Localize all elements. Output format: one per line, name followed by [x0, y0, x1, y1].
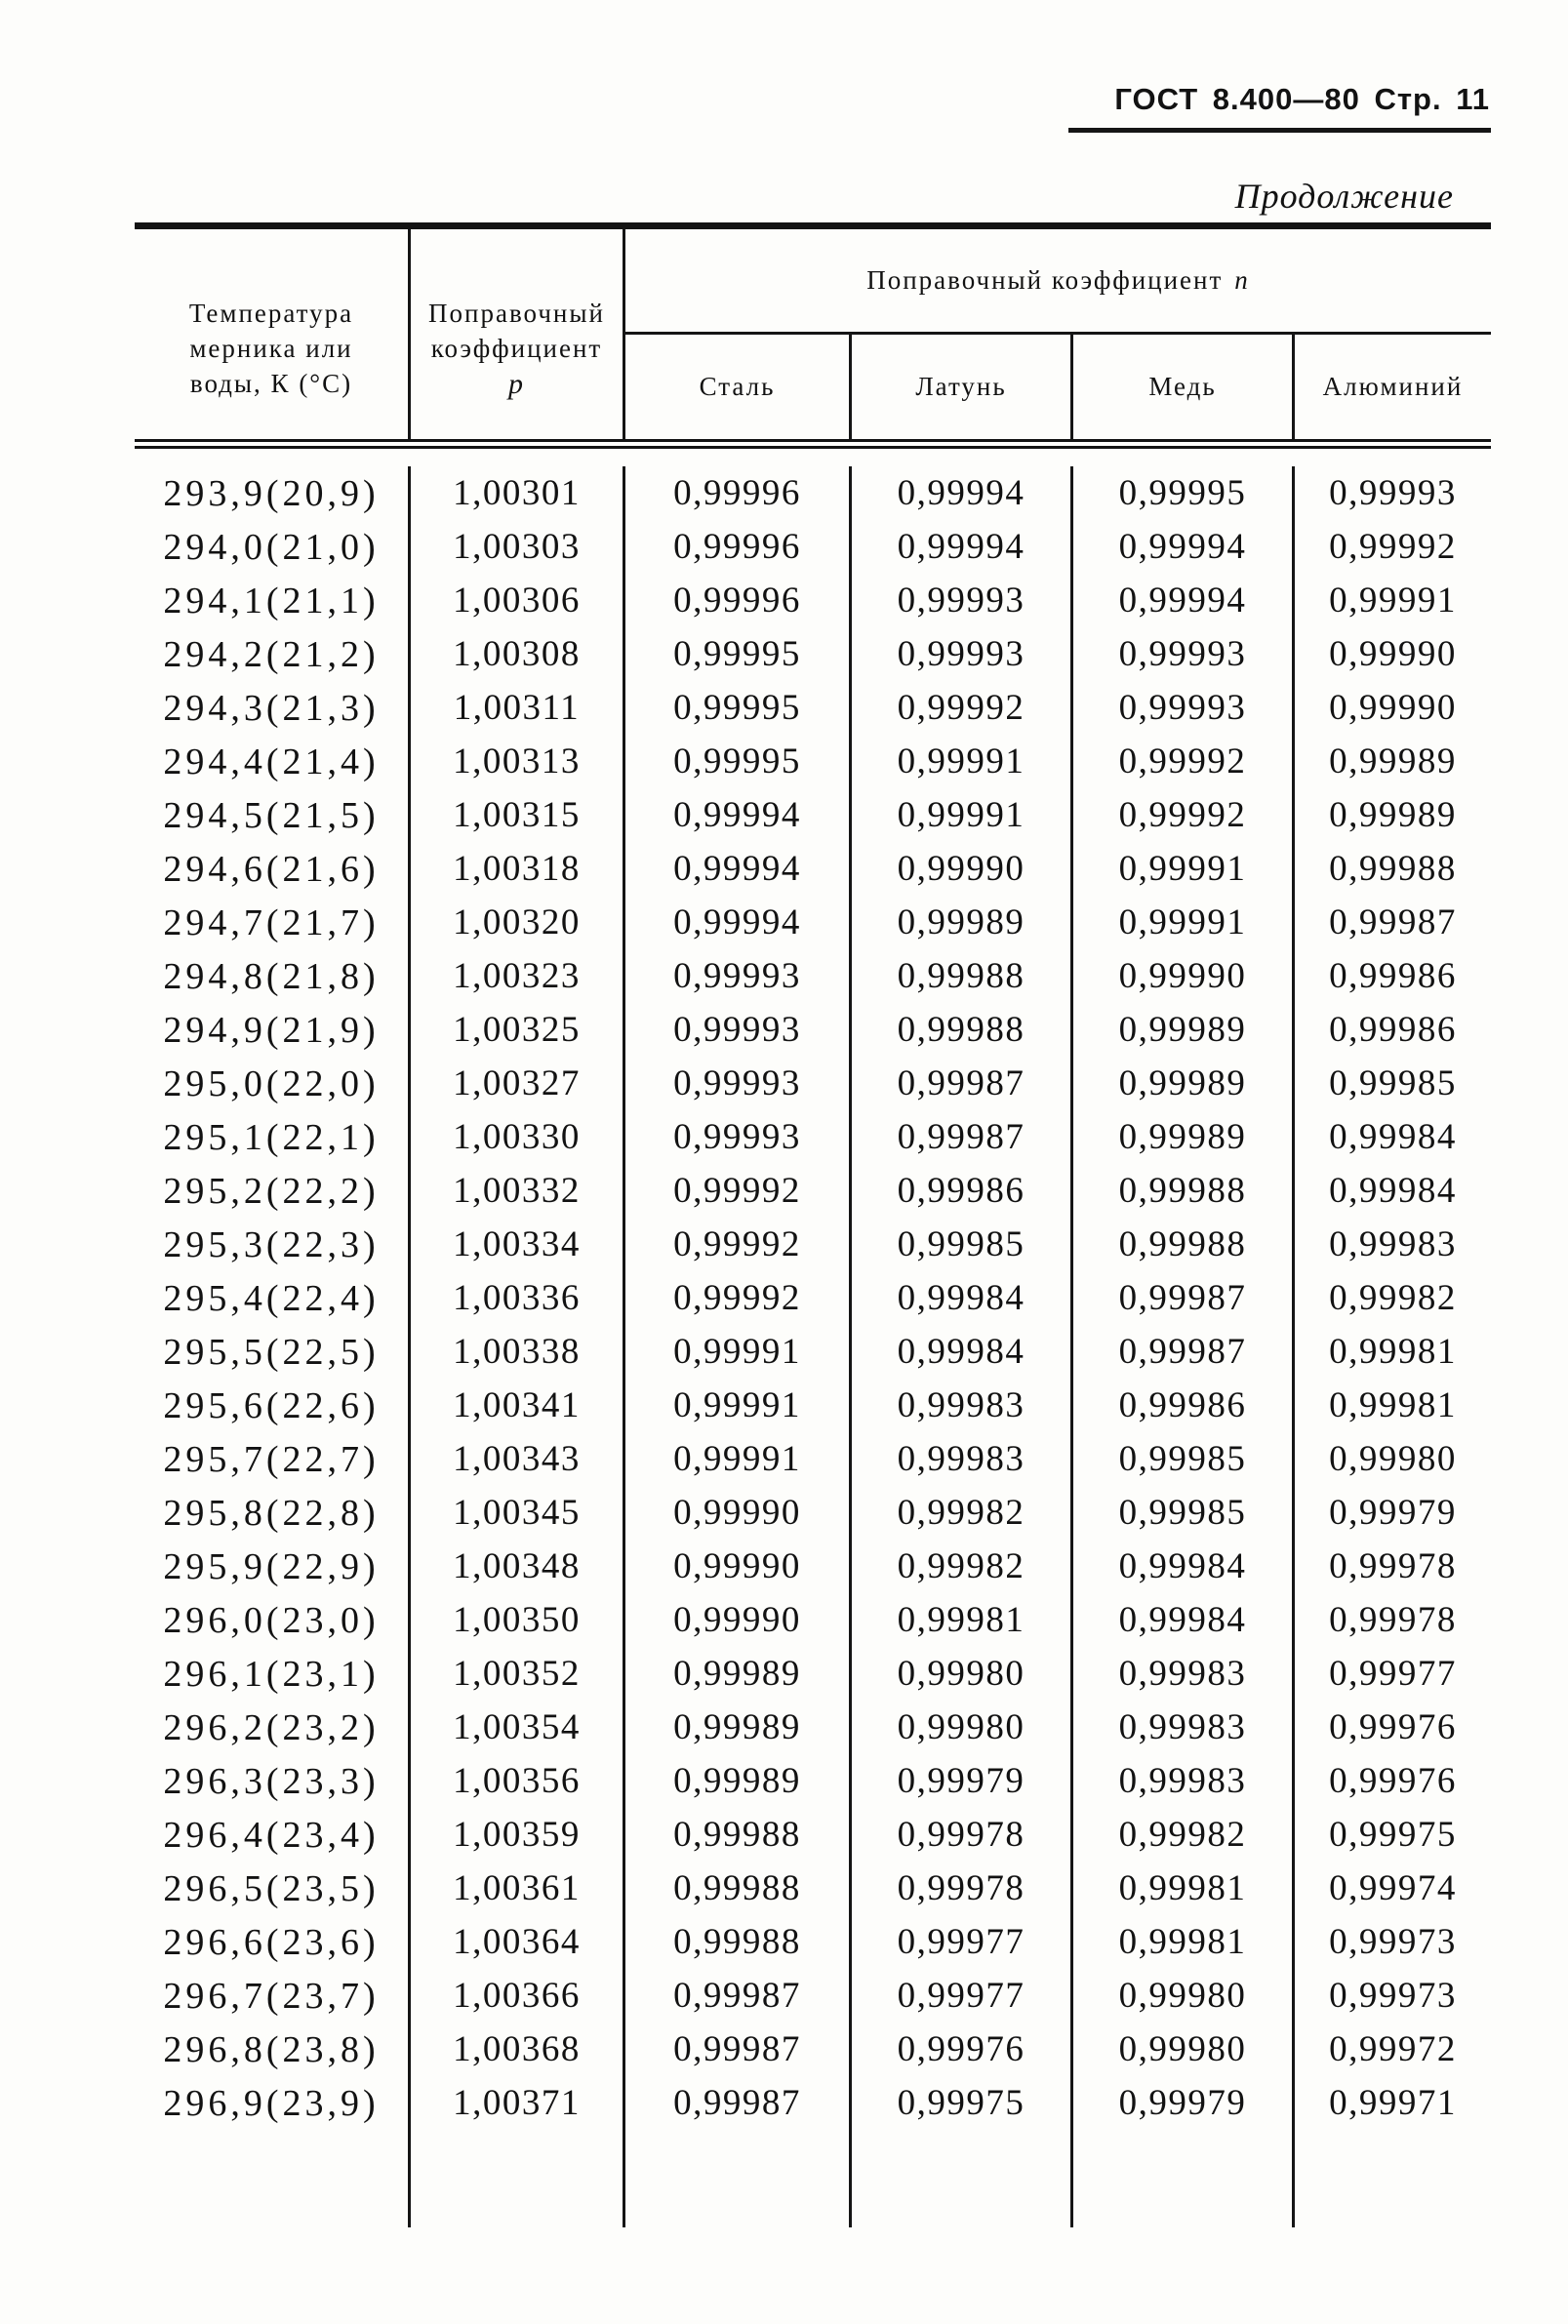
n-copper-cell: 0,99991	[1073, 842, 1295, 896]
n-copper-cell: 0,99984	[1073, 1593, 1295, 1647]
n-aluminum-cell: 0,99979	[1329, 1493, 1457, 1533]
n-steel-cell: 0,99991	[625, 1432, 852, 1486]
temperature-cell: 294,1(21,1)	[135, 574, 411, 627]
p-coefficient-cell: 1,00341	[411, 1379, 625, 1432]
n-aluminum-cell: 0,99971	[1329, 2083, 1457, 2123]
p-coefficient-column-header	[411, 229, 625, 439]
p-coefficient-cell: 1,00364	[411, 1915, 625, 1969]
n-steel-cell: 0,99993	[625, 949, 852, 1003]
n-aluminum-cell: 0,99990	[1329, 634, 1457, 674]
table-row	[135, 1969, 1491, 2023]
n-copper-cell: 0,99992	[1073, 735, 1295, 788]
temperature-cell: 294,6(21,6)	[135, 842, 411, 896]
correction-coefficients-table	[135, 222, 1491, 2227]
n-copper-cell: 0,99993	[1073, 681, 1295, 735]
n-coefficient-column-group	[625, 229, 1491, 439]
n-aluminum-cell: 0,99976	[1329, 1707, 1457, 1747]
p-coefficient-cell: 1,00352	[411, 1647, 625, 1701]
n-aluminum-cell: 0,99984	[1329, 1117, 1457, 1157]
n-aluminum-cell: 0,99982	[1329, 1278, 1457, 1318]
n-brass-cell: 0,99987	[852, 1057, 1073, 1110]
n-aluminum-cell: 0,99972	[1329, 2029, 1457, 2069]
p-coefficient-cell: 1,00361	[411, 1862, 625, 1915]
n-steel-cell: 0,99988	[625, 1808, 852, 1862]
p-coefficient-cell: 1,00330	[411, 1110, 625, 1164]
table-row	[135, 1325, 1491, 1379]
table-row	[135, 1379, 1491, 1432]
table-row	[135, 574, 1491, 627]
n-brass-cell: 0,99980	[852, 1647, 1073, 1701]
table-row	[135, 1808, 1491, 1862]
n-steel-cell: 0,99990	[625, 1540, 852, 1593]
n-steel-cell: 0,99988	[625, 1862, 852, 1915]
n-aluminum-cell: 0,99973	[1329, 1922, 1457, 1962]
n-copper-cell: 0,99990	[1073, 949, 1295, 1003]
table-row	[135, 1647, 1491, 1701]
n-aluminum-cell: 0,99980	[1329, 1439, 1457, 1479]
n-aluminum-cell: 0,99986	[1329, 1010, 1457, 1050]
table-row	[135, 1915, 1491, 1969]
subheader-copper: Медь	[1073, 335, 1295, 439]
p-coefficient-cell: 1,00343	[411, 1432, 625, 1486]
temperature-cell: 295,2(22,2)	[135, 1164, 411, 1218]
p-coefficient-cell: 1,00308	[411, 627, 625, 681]
n-steel-cell: 0,99993	[625, 1003, 852, 1057]
p-coefficient-cell: 1,00350	[411, 1593, 625, 1647]
n-brass-cell: 0,99977	[852, 1969, 1073, 2023]
p-coefficient-cell: 1,00318	[411, 842, 625, 896]
temperature-cell: 296,0(23,0)	[135, 1593, 411, 1647]
n-steel-cell: 0,99989	[625, 1754, 852, 1808]
subheader-steel: Сталь	[625, 335, 852, 439]
n-brass-cell: 0,99991	[852, 788, 1073, 842]
n-copper-cell: 0,99985	[1073, 1486, 1295, 1540]
running-head	[1041, 82, 1490, 117]
n-copper-cell: 0,99995	[1073, 466, 1295, 520]
n-copper-cell: 0,99985	[1073, 1432, 1295, 1486]
n-aluminum-cell: 0,99990	[1329, 688, 1457, 728]
n-aluminum-cell: 0,99981	[1329, 1385, 1457, 1425]
n-aluminum-cell: 0,99992	[1329, 527, 1457, 567]
table-row	[135, 735, 1491, 788]
n-brass-cell: 0,99994	[852, 520, 1073, 574]
n-aluminum-cell: 0,99993	[1329, 473, 1457, 513]
table-row	[135, 1486, 1491, 1540]
temperature-cell: 295,8(22,8)	[135, 1486, 411, 1540]
n-brass-cell: 0,99983	[852, 1432, 1073, 1486]
n-steel-cell: 0,99992	[625, 1218, 852, 1271]
temperature-header-line: воды, К (°С)	[189, 369, 353, 398]
doc-ref: ГОСТ 8.400—80	[1114, 82, 1360, 116]
table-row	[135, 2076, 1491, 2130]
temperature-cell: 296,7(23,7)	[135, 1969, 411, 2023]
n-steel-cell: 0,99990	[625, 1486, 852, 1540]
n-steel-cell: 0,99992	[625, 1164, 852, 1218]
n-copper-cell: 0,99989	[1073, 1003, 1295, 1057]
n-steel-cell: 0,99994	[625, 788, 852, 842]
n-steel-cell: 0,99996	[625, 574, 852, 627]
table-row	[135, 1701, 1491, 1754]
n-steel-cell: 0,99996	[625, 466, 852, 520]
n-group-title	[625, 229, 1491, 332]
p-coefficient-cell: 1,00332	[411, 1164, 625, 1218]
n-steel-cell: 0,99987	[625, 2076, 852, 2130]
p-coefficient-cell: 1,00368	[411, 2023, 625, 2076]
table-row	[135, 1593, 1491, 1647]
p-coefficient-cell: 1,00313	[411, 735, 625, 788]
temperature-cell: 296,8(23,8)	[135, 2023, 411, 2076]
n-steel-cell: 0,99989	[625, 1701, 852, 1754]
n-steel-cell: 0,99988	[625, 1915, 852, 1969]
p-coefficient-cell: 1,00327	[411, 1057, 625, 1110]
p-header-line: коэффициент	[430, 334, 603, 363]
temperature-cell: 296,5(23,5)	[135, 1862, 411, 1915]
temperature-cell: 294,4(21,4)	[135, 735, 411, 788]
n-copper-cell: 0,99994	[1073, 520, 1295, 574]
n-copper-cell: 0,99989	[1073, 1110, 1295, 1164]
p-coefficient-cell: 1,00366	[411, 1969, 625, 2023]
n-steel-cell: 0,99994	[625, 896, 852, 949]
table-top-rule	[135, 222, 1491, 229]
n-brass-cell: 0,99989	[852, 896, 1073, 949]
n-steel-cell: 0,99990	[625, 1593, 852, 1647]
temperature-cell: 295,1(22,1)	[135, 1110, 411, 1164]
temperature-cell: 295,3(22,3)	[135, 1218, 411, 1271]
n-steel-cell: 0,99991	[625, 1325, 852, 1379]
page-number: Стр. 11	[1374, 82, 1490, 116]
p-coefficient-cell: 1,00334	[411, 1218, 625, 1271]
p-symbol: р	[508, 368, 525, 400]
n-aluminum-cell: 0,99975	[1329, 1815, 1457, 1855]
n-aluminum-cell: 0,99991	[1329, 581, 1457, 621]
table-row	[135, 2023, 1491, 2076]
n-copper-cell: 0,99987	[1073, 1271, 1295, 1325]
table-row	[135, 1862, 1491, 1915]
n-aluminum-cell: 0,99973	[1329, 1976, 1457, 2016]
n-steel-cell: 0,99993	[625, 1110, 852, 1164]
n-copper-cell: 0,99981	[1073, 1862, 1295, 1915]
n-aluminum-cell: 0,99985	[1329, 1063, 1457, 1103]
temperature-cell: 295,9(22,9)	[135, 1540, 411, 1593]
temperature-cell: 295,0(22,0)	[135, 1057, 411, 1110]
temperature-cell: 296,3(23,3)	[135, 1754, 411, 1808]
n-copper-cell: 0,99986	[1073, 1379, 1295, 1432]
table-row	[135, 1164, 1491, 1218]
temperature-cell: 296,1(23,1)	[135, 1647, 411, 1701]
n-aluminum-cell: 0,99986	[1329, 956, 1457, 996]
n-copper-cell: 0,99980	[1073, 1969, 1295, 2023]
temperature-cell: 296,2(23,2)	[135, 1701, 411, 1754]
p-coefficient-cell: 1,00371	[411, 2076, 625, 2130]
table-row	[135, 466, 1491, 520]
n-aluminum-cell: 0,99989	[1329, 741, 1457, 781]
n-copper-cell: 0,99987	[1073, 1325, 1295, 1379]
temperature-cell: 294,9(21,9)	[135, 1003, 411, 1057]
temperature-cell: 294,0(21,0)	[135, 520, 411, 574]
n-brass-cell: 0,99993	[852, 627, 1073, 681]
n-steel-cell: 0,99995	[625, 627, 852, 681]
n-copper-cell: 0,99983	[1073, 1754, 1295, 1808]
table-row	[135, 896, 1491, 949]
table-bottom-extension	[135, 2130, 1491, 2227]
table-header	[135, 229, 1491, 439]
temperature-cell: 295,4(22,4)	[135, 1271, 411, 1325]
n-copper-cell: 0,99982	[1073, 1808, 1295, 1862]
temperature-cell: 294,7(21,7)	[135, 896, 411, 949]
n-steel-cell: 0,99996	[625, 520, 852, 574]
temperature-cell: 295,5(22,5)	[135, 1325, 411, 1379]
table-row	[135, 949, 1491, 1003]
p-coefficient-cell: 1,00315	[411, 788, 625, 842]
temperature-cell: 293,9(20,9)	[135, 466, 411, 520]
p-coefficient-cell: 1,00345	[411, 1486, 625, 1540]
n-brass-cell: 0,99994	[852, 466, 1073, 520]
n-steel-cell: 0,99992	[625, 1271, 852, 1325]
n-brass-cell: 0,99978	[852, 1808, 1073, 1862]
n-brass-cell: 0,99982	[852, 1486, 1073, 1540]
n-copper-cell: 0,99983	[1073, 1647, 1295, 1701]
n-brass-cell: 0,99993	[852, 574, 1073, 627]
temperature-column-header	[135, 229, 411, 439]
n-aluminum-cell: 0,99974	[1329, 1868, 1457, 1908]
n-aluminum-cell: 0,99987	[1329, 902, 1457, 942]
p-coefficient-cell: 1,00336	[411, 1271, 625, 1325]
table-row	[135, 1003, 1491, 1057]
n-brass-cell: 0,99988	[852, 949, 1073, 1003]
temperature-cell: 294,5(21,5)	[135, 788, 411, 842]
n-aluminum-cell: 0,99988	[1329, 849, 1457, 889]
n-copper-cell: 0,99981	[1073, 1915, 1295, 1969]
p-coefficient-cell: 1,00359	[411, 1808, 625, 1862]
n-steel-cell: 0,99994	[625, 842, 852, 896]
n-brass-cell: 0,99978	[852, 1862, 1073, 1915]
n-symbol: n	[1234, 265, 1250, 295]
n-aluminum-cell: 0,99977	[1329, 1654, 1457, 1694]
subheader-aluminum: Алюминий	[1322, 372, 1464, 401]
table-row	[135, 1540, 1491, 1593]
header-double-rule	[135, 439, 1491, 449]
n-brass-cell: 0,99981	[852, 1593, 1073, 1647]
table-row	[135, 520, 1491, 574]
n-aluminum-cell: 0,99978	[1329, 1600, 1457, 1640]
n-brass-cell: 0,99975	[852, 2076, 1073, 2130]
n-copper-cell: 0,99988	[1073, 1218, 1295, 1271]
subheader-brass: Латунь	[852, 335, 1073, 439]
n-aluminum-cell: 0,99984	[1329, 1171, 1457, 1211]
temperature-cell: 294,2(21,2)	[135, 627, 411, 681]
n-brass-cell: 0,99985	[852, 1218, 1073, 1271]
n-copper-cell: 0,99994	[1073, 574, 1295, 627]
n-aluminum-cell: 0,99989	[1329, 795, 1457, 835]
p-coefficient-cell: 1,00348	[411, 1540, 625, 1593]
n-brass-cell: 0,99987	[852, 1110, 1073, 1164]
p-coefficient-cell: 1,00311	[411, 681, 625, 735]
temperature-cell: 296,9(23,9)	[135, 2076, 411, 2130]
temperature-cell: 296,6(23,6)	[135, 1915, 411, 1969]
temperature-cell: 294,3(21,3)	[135, 681, 411, 735]
n-copper-cell: 0,99992	[1073, 788, 1295, 842]
temperature-header-line: Температура	[188, 299, 354, 328]
table-row	[135, 788, 1491, 842]
n-brass-cell: 0,99979	[852, 1754, 1073, 1808]
n-brass-cell: 0,99986	[852, 1164, 1073, 1218]
p-coefficient-cell: 1,00306	[411, 574, 625, 627]
p-coefficient-cell: 1,00323	[411, 949, 625, 1003]
n-copper-cell: 0,99984	[1073, 1540, 1295, 1593]
material-subheaders	[625, 335, 1491, 439]
table-row	[135, 1057, 1491, 1110]
temperature-cell: 296,4(23,4)	[135, 1808, 411, 1862]
temperature-cell: 294,8(21,8)	[135, 949, 411, 1003]
p-header-line: Поправочный	[428, 299, 605, 328]
n-brass-cell: 0,99982	[852, 1540, 1073, 1593]
table-body	[135, 449, 1491, 2130]
table-row	[135, 1432, 1491, 1486]
n-aluminum-cell: 0,99976	[1329, 1761, 1457, 1801]
p-coefficient-cell: 1,00338	[411, 1325, 625, 1379]
n-brass-cell: 0,99984	[852, 1271, 1073, 1325]
n-steel-cell: 0,99995	[625, 681, 852, 735]
n-brass-cell: 0,99984	[852, 1325, 1073, 1379]
table-row	[135, 627, 1491, 681]
n-steel-cell: 0,99991	[625, 1379, 852, 1432]
temperature-header-line: мерника или	[189, 334, 353, 363]
n-copper-cell: 0,99993	[1073, 627, 1295, 681]
p-coefficient-cell: 1,00325	[411, 1003, 625, 1057]
n-brass-cell: 0,99976	[852, 2023, 1073, 2076]
table-row	[135, 681, 1491, 735]
n-aluminum-cell: 0,99978	[1329, 1546, 1457, 1586]
n-brass-cell: 0,99983	[852, 1379, 1073, 1432]
table-row	[135, 1271, 1491, 1325]
temperature-cell: 295,6(22,6)	[135, 1379, 411, 1432]
table-row	[135, 1110, 1491, 1164]
n-steel-cell: 0,99987	[625, 1969, 852, 2023]
n-steel-cell: 0,99989	[625, 1647, 852, 1701]
table-row	[135, 1218, 1491, 1271]
n-copper-cell: 0,99989	[1073, 1057, 1295, 1110]
n-copper-cell: 0,99980	[1073, 2023, 1295, 2076]
n-copper-cell: 0,99979	[1073, 2076, 1295, 2130]
n-copper-cell: 0,99991	[1073, 896, 1295, 949]
n-steel-cell: 0,99987	[625, 2023, 852, 2076]
table-row	[135, 842, 1491, 896]
n-aluminum-cell: 0,99981	[1329, 1332, 1457, 1372]
p-coefficient-cell: 1,00354	[411, 1701, 625, 1754]
n-aluminum-cell: 0,99983	[1329, 1224, 1457, 1264]
n-copper-cell: 0,99988	[1073, 1164, 1295, 1218]
p-coefficient-cell: 1,00301	[411, 466, 625, 520]
running-head-underline	[1068, 128, 1491, 133]
n-steel-cell: 0,99995	[625, 735, 852, 788]
table-row	[135, 1754, 1491, 1808]
n-brass-cell: 0,99990	[852, 842, 1073, 896]
continuation-label: Продолжение	[1234, 177, 1454, 216]
p-coefficient-cell: 1,00356	[411, 1754, 625, 1808]
n-group-title-text: Поправочный коэффициент	[866, 265, 1224, 295]
n-steel-cell: 0,99993	[625, 1057, 852, 1110]
n-brass-cell: 0,99977	[852, 1915, 1073, 1969]
temperature-cell: 295,7(22,7)	[135, 1432, 411, 1486]
n-brass-cell: 0,99980	[852, 1701, 1073, 1754]
n-brass-cell: 0,99991	[852, 735, 1073, 788]
p-coefficient-cell: 1,00303	[411, 520, 625, 574]
n-copper-cell: 0,99983	[1073, 1701, 1295, 1754]
n-brass-cell: 0,99988	[852, 1003, 1073, 1057]
p-coefficient-cell: 1,00320	[411, 896, 625, 949]
n-brass-cell: 0,99992	[852, 681, 1073, 735]
